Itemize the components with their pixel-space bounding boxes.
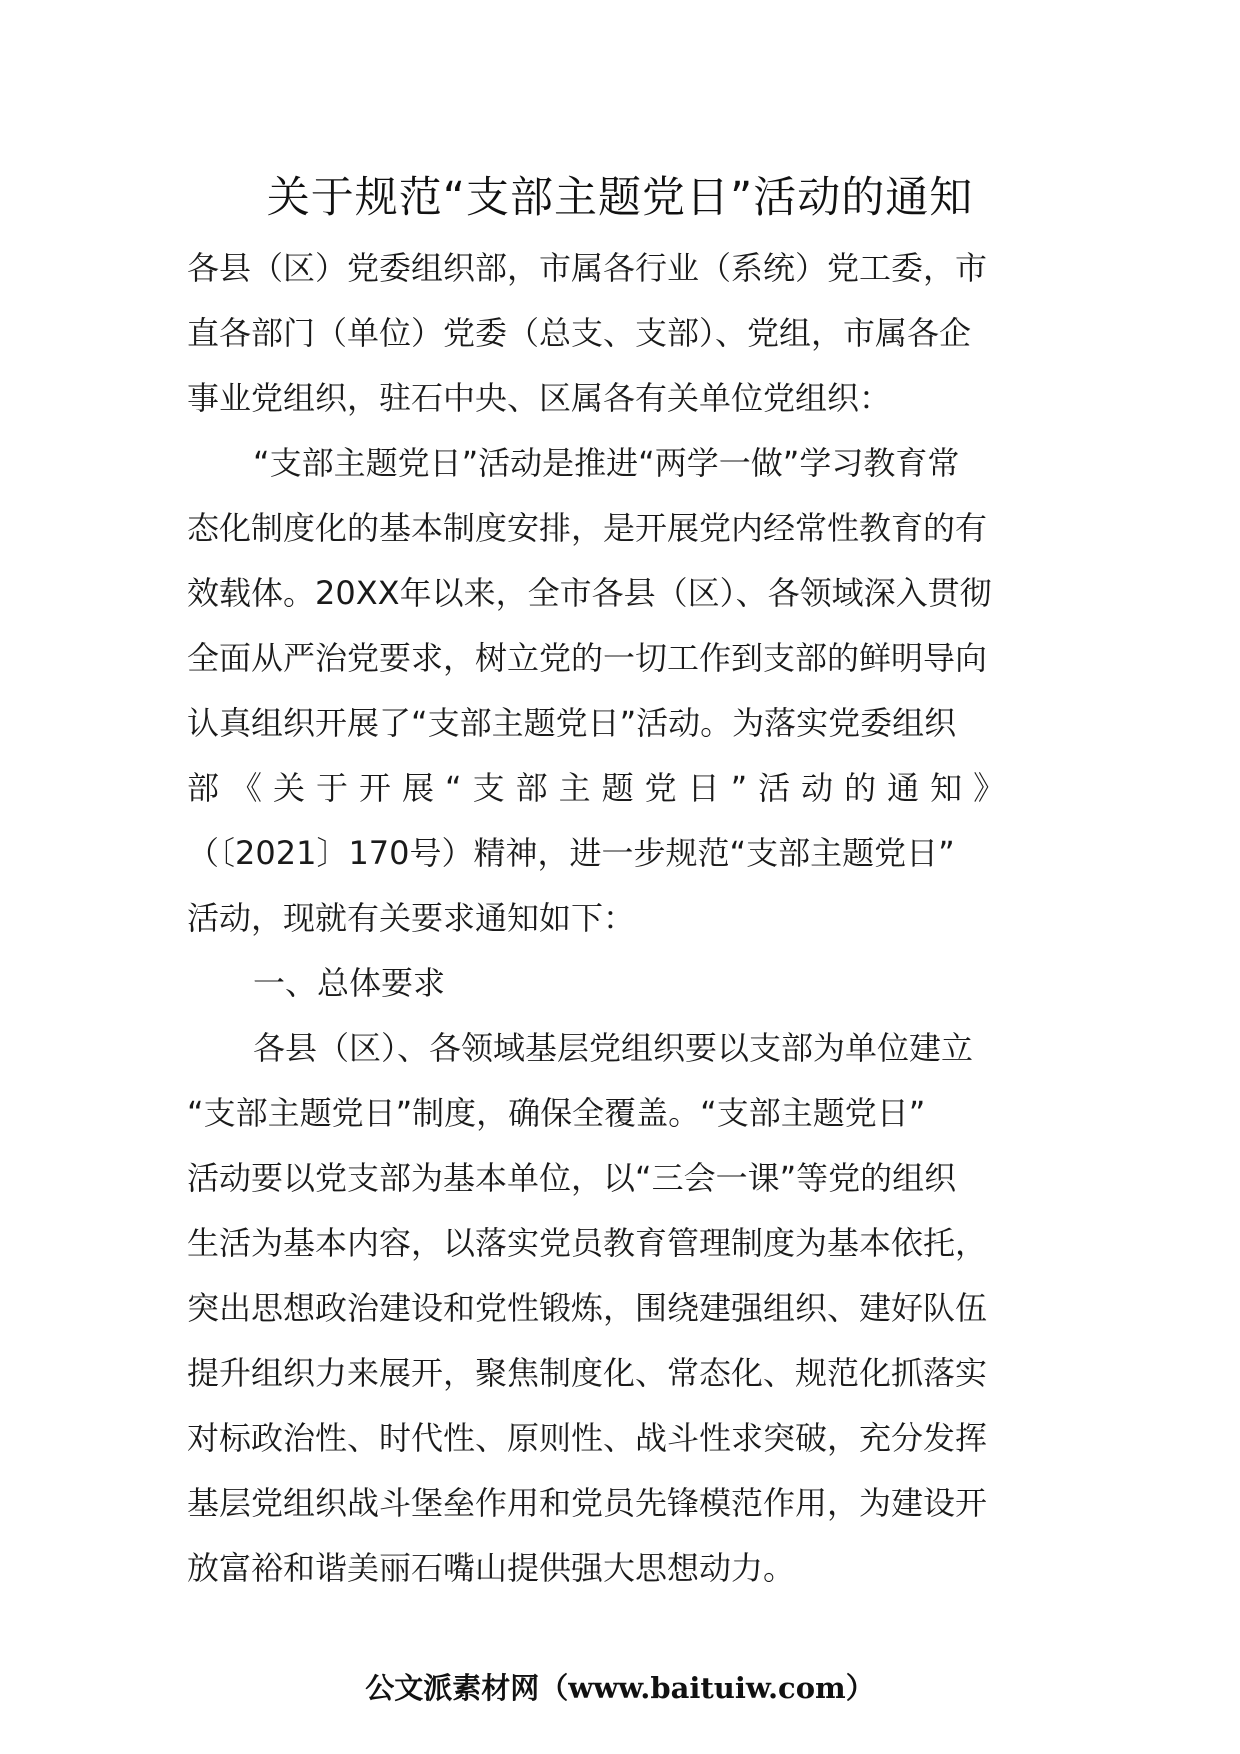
salutation-line-1: 各县（区）党委组织部，市属各行业（系统）党工委，市 [187, 249, 988, 287]
paragraph-2-line-5: 突出思想政治建设和党性锻炼，围绕建强组织、建好队伍 [187, 1289, 988, 1327]
paragraph-2-line-6: 提升组织力来展开，聚焦制度化、常态化、规范化抓落实 [187, 1354, 988, 1392]
paragraph-2-line-7: 对标政治性、时代性、原则性、战斗性求突破，充分发挥 [187, 1419, 988, 1457]
salutation-line-2: 直各部门（单位）党委（总支、支部）、党组，市属各企 [187, 314, 972, 352]
paragraph-1-line-8: 活动，现就有关要求通知如下： [187, 899, 636, 937]
footer-watermark: 公文派素材网（www.baituiw.com） [365, 1671, 875, 1705]
document-body [187, 236, 1057, 1601]
paragraph-1-line-5: 认真组织开展了“支部主题党日”活动。为落实党委组织 [187, 704, 957, 742]
paragraph-1-line-2: 态化制度化的基本制度安排，是开展党内经常性教育的有 [187, 509, 988, 547]
paragraph-2-line-4: 生活为基本内容，以落实党员教育管理制度为基本依托， [187, 1224, 988, 1262]
paragraph-1-line-4: 全面从严治党要求，树立党的一切工作到支部的鲜明导向 [187, 639, 988, 677]
salutation-line-3: 事业党组织，驻石中央、区属各有关单位党组织： [187, 379, 892, 417]
section-heading: 一、总体要求 [253, 964, 446, 1002]
paragraph-2-line-2: “支部主题党日”制度，确保全覆盖。“支部主题党日” [187, 1094, 926, 1132]
document-title: 关于规范“支部主题党日”活动的通知 [266, 173, 974, 223]
paragraph-2-line-3: 活动要以党支部为基本单位，以“三会一课”等党的组织 [187, 1159, 957, 1197]
paragraph-2-line-9: 放富裕和谐美丽石嘴山提供强大思想动力。 [187, 1549, 796, 1587]
paragraph-2-line-8: 基层党组织战斗堡垒作用和党员先锋模范作用，为建设开 [187, 1484, 988, 1522]
paragraph-1-line-1: “支部主题党日”活动是推进“两学一做”学习教育常 [253, 444, 960, 482]
paragraph-1-line-7: （〔2021〕170号）精神，进一步规范“支部主题党日” [187, 834, 955, 872]
paragraph-1-line-6: 部《关于开展“支部主题党日”活动的通知》 [187, 769, 1017, 807]
paragraph-2-line-1: 各县（区）、各领域基层党组织要以支部为单位建立 [253, 1029, 974, 1067]
paragraph-1-line-3: 效载体。20XX年以来，全市各县（区）、各领域深入贯彻 [187, 574, 992, 612]
